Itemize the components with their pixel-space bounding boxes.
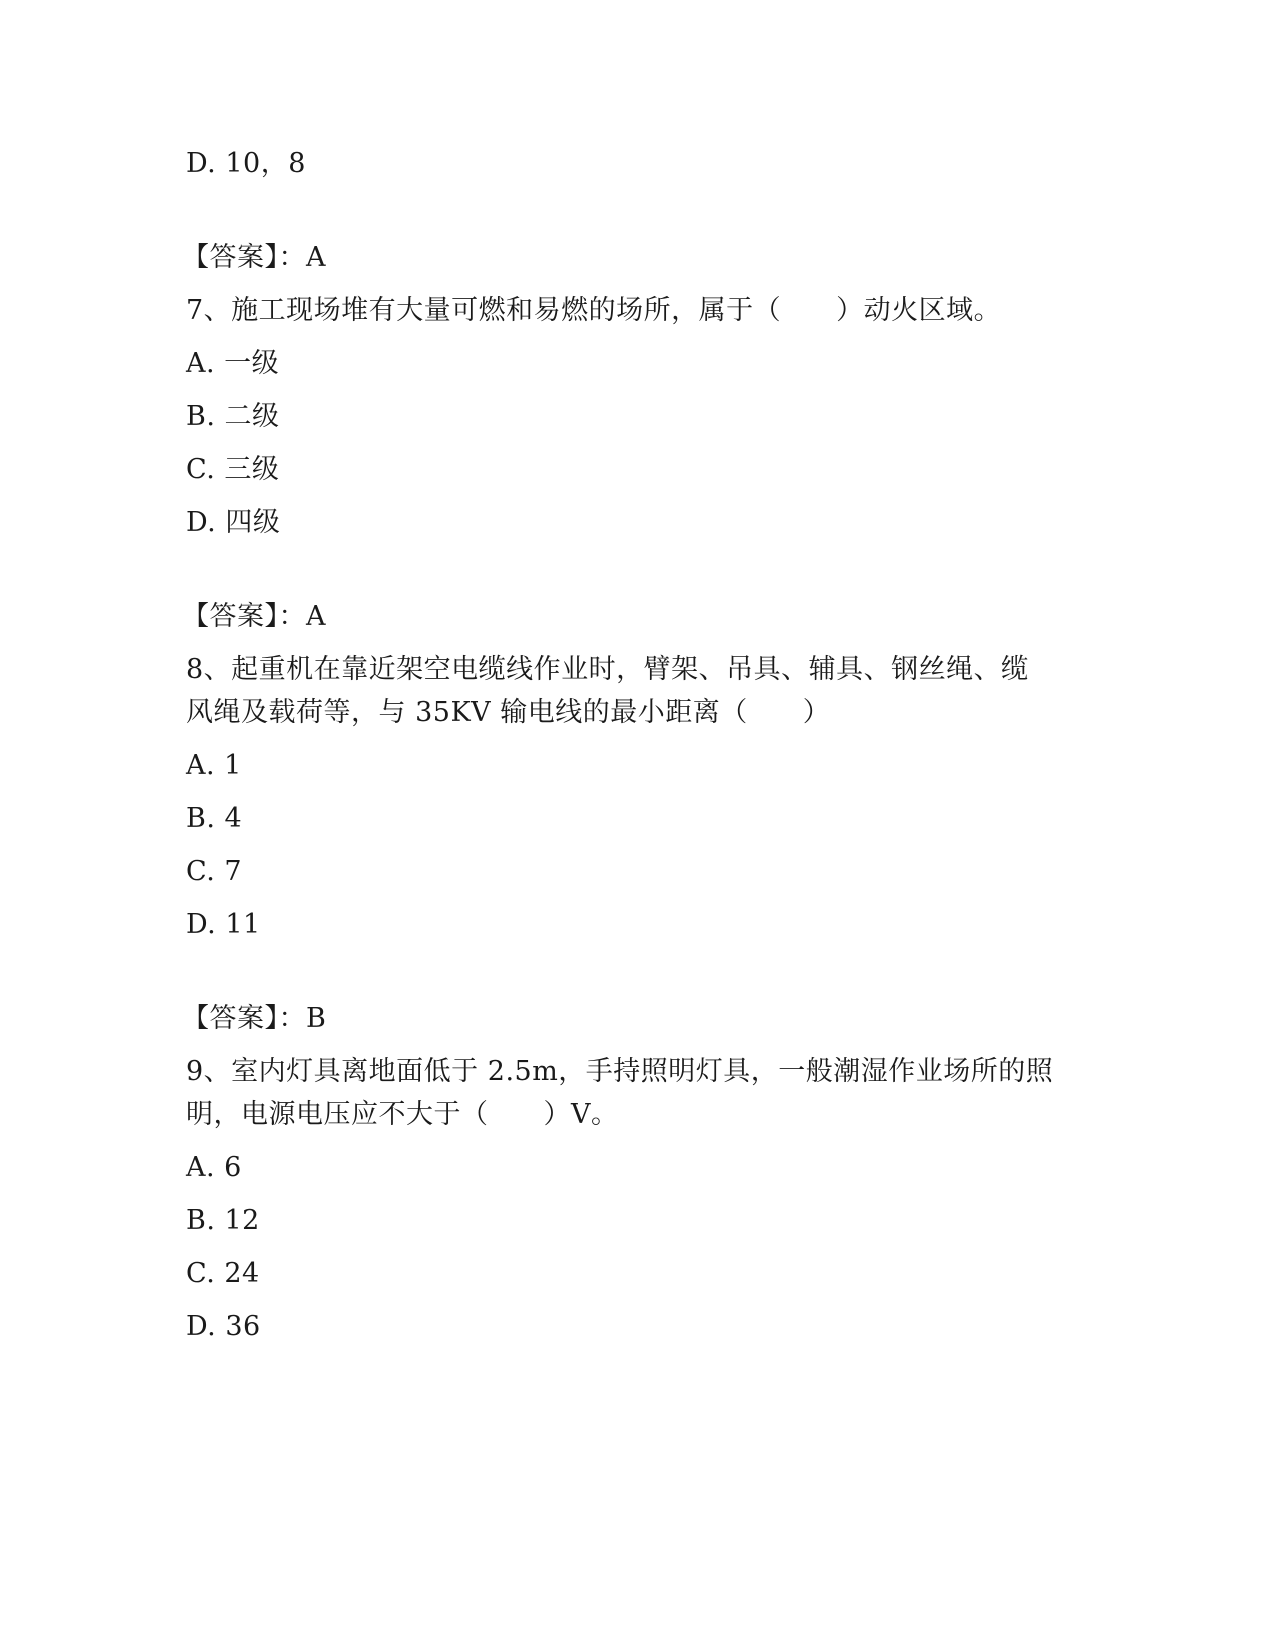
- q8-option-b: B. 4: [186, 803, 243, 834]
- prev-option-d: D. 10，8: [186, 148, 306, 179]
- q7-answer: 【答案】：A: [182, 601, 326, 632]
- q8-option-a: A. 1: [186, 750, 242, 781]
- q7-option-c: C. 三级: [186, 454, 280, 485]
- q7-option-a: A. 一级: [186, 348, 280, 379]
- prev-answer: 【答案】：A: [182, 242, 326, 273]
- q8-option-c: C. 7: [186, 856, 243, 887]
- q8-question-line2: 风绳及载荷等，与 35KV 输电线的最小距离（ ）: [186, 697, 831, 728]
- q8-answer: 【答案】：B: [182, 1003, 327, 1034]
- q8-question-line1: 8、起重机在靠近架空电缆线作业时，臂架、吊具、辅具、钢丝绳、缆: [186, 654, 1029, 685]
- q7-option-b: B. 二级: [186, 401, 280, 432]
- q8-option-d: D. 11: [186, 909, 261, 940]
- q9-option-a: A. 6: [186, 1152, 242, 1183]
- q9-option-d: D. 36: [186, 1311, 261, 1342]
- q9-question-line2: 明，电源电压应不大于（ ）V。: [186, 1099, 619, 1130]
- q9-question-line1: 9、室内灯具离地面低于 2.5m，手持照明灯具，一般潮湿作业场所的照: [186, 1056, 1054, 1087]
- q7-option-d: D. 四级: [186, 507, 281, 538]
- q7-question: 7、施工现场堆有大量可燃和易燃的场所，属于（ ）动火区域。: [186, 295, 1002, 326]
- q9-option-b: B. 12: [186, 1205, 260, 1236]
- q9-option-c: C. 24: [186, 1258, 260, 1289]
